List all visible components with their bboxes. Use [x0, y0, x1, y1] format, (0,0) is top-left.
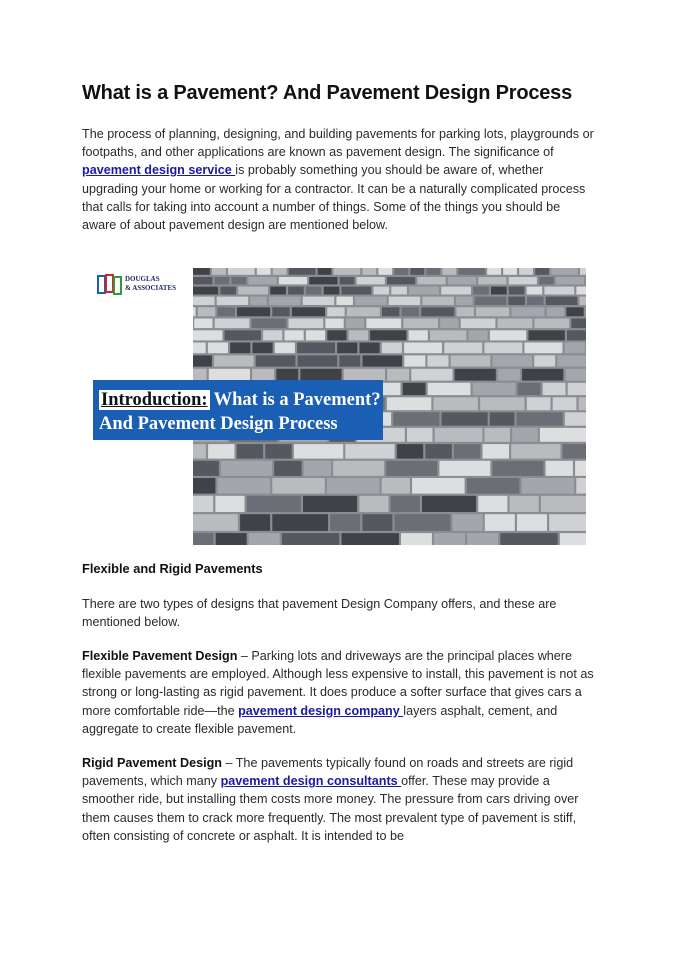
paver-stone [387, 369, 409, 381]
paver-stone [518, 383, 541, 395]
paver-stone [549, 514, 586, 531]
paver-stone [298, 355, 338, 366]
paver-stone [349, 330, 368, 340]
paver-stone [560, 533, 586, 545]
logo-text-line1: DOUGLAS [125, 275, 160, 283]
paver-stone [534, 355, 555, 366]
paver-stone [193, 478, 215, 494]
paver-stone [387, 397, 431, 410]
paver-stone [395, 514, 451, 531]
paver-stone [580, 268, 586, 275]
paver-stone [417, 277, 445, 284]
paver-stone [428, 355, 449, 366]
paver-stone [565, 343, 585, 354]
paver-stone [209, 369, 250, 381]
paver-stone [451, 355, 491, 366]
paver-stone [500, 533, 557, 545]
pavement-design-service-link[interactable]: pavement design service [82, 163, 236, 178]
paver-stone [237, 307, 270, 316]
paver-stone [484, 343, 522, 354]
paver-stone [469, 330, 488, 340]
flexible-text-before: – Parking lots and driveways are the principal places where flexible pavements are employed. Although less expensive to install, this pavement is not as strong or long-lasting as rigid pavement. It does produce a softer surface that gives cars a more comfortable ride—the [82, 649, 594, 718]
paver-stone [342, 533, 399, 545]
paver-stone [387, 277, 415, 284]
paver-stone [216, 533, 247, 545]
paver-stone [333, 461, 384, 476]
section-heading: Flexible and Rigid Pavements [82, 561, 263, 576]
paver-stone [391, 496, 420, 512]
paver-stone [193, 444, 206, 459]
paver-stone [535, 268, 549, 275]
paver-stone [568, 383, 586, 395]
flexible-paragraph [82, 647, 594, 738]
rigid-text-after: offer. These may provide a smoother ride, but installing them costs more money. The pressure from cars driving over them causes them to crack more frequently. The most prevalent type of pavement is stiff, often consisting of concrete or asphalt. It is intended to be [82, 774, 579, 843]
paver-stone [263, 330, 282, 340]
banner-highlight: Introduction: [101, 390, 208, 410]
paver-stone [467, 478, 520, 494]
paver-stone [198, 307, 215, 316]
paver-stone [193, 307, 196, 316]
paver-stone [509, 277, 537, 284]
paver-stone [457, 307, 474, 316]
paver-stone [527, 297, 544, 305]
paver-stone [225, 330, 261, 340]
paver-stone [394, 268, 408, 275]
paver-stone [275, 343, 295, 354]
types-intro-paragraph: There are two types of designs that pavement Design Company offers, and these are mentioned below. [82, 597, 557, 630]
paver-stone [355, 297, 387, 305]
paver-stone [478, 277, 506, 284]
paver-stone [519, 268, 533, 275]
paver-stone [557, 355, 586, 366]
paver-stone [576, 287, 586, 295]
paver-stone [576, 478, 586, 494]
paver-stone [289, 319, 324, 329]
paver-stone [324, 287, 340, 295]
paver-stone [525, 343, 563, 354]
paver-stone [366, 319, 401, 329]
paver-stone [425, 444, 451, 459]
paver-stone [339, 355, 360, 366]
paver-stone [297, 343, 335, 354]
paver-stone [493, 461, 544, 476]
paver-stone [276, 369, 298, 381]
paver-stone [493, 355, 533, 366]
paver-stone [325, 319, 343, 329]
paver-stone [336, 297, 353, 305]
paver-stone [483, 444, 509, 459]
paver-stone [511, 307, 544, 316]
banner-line1 [99, 390, 381, 411]
paver-stone [193, 369, 207, 381]
paver-stone [426, 268, 440, 275]
paver-stone [378, 268, 392, 275]
paver-stone [448, 277, 476, 284]
paver-stone [248, 277, 276, 284]
intro-text-before: The process of planning, designing, and building pavements for parking lots, playgrounds or footpaths, and other applications are known as pavement design. The significance of [82, 127, 594, 160]
paver-stone [409, 330, 428, 340]
paver-stone [517, 412, 563, 425]
paver-stone [273, 268, 287, 275]
paver-stone [294, 444, 343, 459]
paver-stone [265, 444, 291, 459]
paver-stone [363, 355, 403, 366]
paver-stone [215, 496, 244, 512]
paver-stone [340, 277, 355, 284]
paver-stone [571, 319, 586, 329]
paver-stone [456, 297, 473, 305]
paver-stone [193, 514, 238, 531]
paver-stone [208, 444, 234, 459]
paver-stone [386, 461, 437, 476]
paver-stone [346, 319, 364, 329]
paver-stone [250, 297, 266, 305]
paver-stone [238, 287, 268, 295]
paver-stone [422, 297, 454, 305]
paver-stone [220, 287, 236, 295]
paver-stone [498, 319, 533, 329]
paver-stone [272, 307, 289, 316]
paver-stone [252, 369, 274, 381]
paver-stone [327, 330, 346, 340]
paver-stone [485, 514, 515, 531]
paver-stone [435, 428, 483, 442]
intro-text-after: is probably something you should be aware of, whether upgrading your home or working for a contractor. It can be a naturally complicated process that calls for taking into account a number of things. Some of the things you should be aware of about pavement design are mentioned below. [82, 163, 586, 233]
paver-stone [461, 319, 496, 329]
paver-stone [272, 514, 328, 531]
paver-stone [362, 514, 392, 531]
paver-stone [434, 397, 478, 410]
paver-stone [508, 297, 525, 305]
paver-stone [193, 461, 219, 476]
rigid-text-before: – The pavements typically found on roads and streets are rigid pavements, which many [82, 756, 574, 789]
paver-stone [434, 533, 465, 545]
paver-stone [475, 297, 507, 305]
paver-stone [215, 319, 250, 329]
paver-stone [252, 319, 287, 329]
paver-stone [579, 397, 586, 410]
paver-stone [522, 369, 563, 381]
paver-stone [543, 383, 566, 395]
paver-stone [430, 330, 466, 340]
pavement-design-company-link[interactable]: pavement design company [238, 703, 404, 718]
paver-stone [300, 369, 341, 381]
paver-stone [304, 461, 331, 476]
paver-stone [347, 307, 380, 316]
paver-stone [551, 268, 578, 275]
paver-stone [370, 330, 406, 340]
paver-stone [193, 533, 214, 545]
rigid-paragraph [82, 754, 594, 845]
paver-stone [440, 319, 458, 329]
paver-stone [491, 287, 507, 295]
paver-stone [303, 496, 357, 512]
paver-stone [458, 268, 485, 275]
paver-stone [193, 355, 212, 366]
paver-stone [444, 343, 482, 354]
paver-stone [256, 355, 296, 366]
paver-stone [237, 444, 263, 459]
paver-stone [228, 268, 255, 275]
paver-stone [407, 428, 433, 442]
rigid-label: Rigid Pavement Design [82, 756, 222, 770]
paver-stone [221, 461, 272, 476]
paver-stone [547, 307, 564, 316]
pavement-design-consultants-link[interactable]: pavement design consultants [220, 774, 402, 789]
paver-stone [240, 514, 270, 531]
paver-stone [194, 319, 212, 329]
paver-stone [563, 444, 586, 459]
banner-line2: And Pavement Design Process [99, 414, 338, 434]
paver-stone [282, 533, 339, 545]
paver-stone [401, 533, 432, 545]
paver-stone [565, 412, 586, 425]
paver-stone [580, 297, 587, 305]
paver-stone [421, 307, 454, 316]
paver-stone [403, 383, 426, 395]
flexible-label: Flexible Pavement Design [82, 649, 238, 663]
paver-stone [553, 397, 577, 410]
paver-stone [509, 287, 525, 295]
paver-stone [270, 287, 286, 295]
paver-stone [360, 343, 380, 354]
paver-stone [230, 343, 250, 354]
hero-image [93, 268, 586, 545]
paver-stone [269, 297, 301, 305]
paver-stone [292, 307, 325, 316]
paver-stone [397, 444, 423, 459]
paver-stone [411, 369, 452, 381]
paver-stone [535, 319, 570, 329]
paver-stone [382, 478, 410, 494]
paver-stone [544, 287, 574, 295]
paver-stone [454, 444, 480, 459]
paver-stone [330, 514, 360, 531]
paver-stone [404, 343, 442, 354]
paver-stone [327, 478, 380, 494]
paver-stone [285, 330, 304, 340]
paver-stone [556, 277, 584, 284]
paver-stone [193, 343, 206, 354]
paver-stone [249, 533, 280, 545]
paver-stone [442, 268, 456, 275]
paver-stone [503, 268, 517, 275]
paver-stone [253, 343, 273, 354]
flexible-text-after: layers asphalt, cement, and aggregate to create flexible pavement. [82, 703, 558, 736]
paver-stone [487, 268, 501, 275]
paver-stone [232, 277, 247, 284]
paver-stone [212, 268, 226, 275]
paver-stone [539, 277, 554, 284]
paver-stone [374, 287, 390, 295]
paver-stone [345, 444, 394, 459]
paver-stone [279, 277, 307, 284]
paver-stone [318, 268, 332, 275]
paver-stone [566, 307, 583, 316]
paver-stone [529, 330, 565, 340]
paver-stone [428, 383, 471, 395]
paver-stone [567, 330, 586, 340]
paver-stone [522, 478, 575, 494]
paver-stone [490, 412, 515, 425]
paver-stone [272, 478, 325, 494]
paver-stone [193, 277, 212, 284]
paver-stone [274, 461, 301, 476]
paver-stone [422, 496, 476, 512]
paver-stone [362, 268, 376, 275]
paver-stone [309, 277, 337, 284]
paver-stone [455, 369, 496, 381]
paver-stone [439, 461, 490, 476]
paver-stone [306, 330, 325, 340]
paver-stone [288, 287, 304, 295]
paver-stone [527, 287, 543, 295]
logo-mark-icon [97, 274, 123, 296]
paver-stone [473, 287, 489, 295]
paver-stone [217, 307, 234, 316]
paver-stone [337, 343, 357, 354]
paver-stone [214, 355, 254, 366]
paver-stone [357, 277, 385, 284]
paver-stone [344, 369, 385, 381]
paver-stone [478, 496, 507, 512]
page-title: What is a Pavement? And Pavement Design Process [82, 82, 573, 104]
paver-stone [306, 287, 322, 295]
paver-stone [402, 307, 419, 316]
paver-stone [517, 514, 547, 531]
logo-text-line2: & ASSOCIATES [125, 283, 177, 292]
paver-stone [289, 268, 316, 275]
paver-stone [193, 330, 222, 340]
banner-line1-rest: What is a Pavement? [213, 390, 381, 410]
paver-stone [334, 268, 361, 275]
paver-stone [247, 496, 301, 512]
paver-stone [511, 444, 560, 459]
intro-paragraph [82, 125, 594, 234]
paver-stone [393, 412, 439, 425]
paver-stone [409, 287, 439, 295]
paver-stone [541, 496, 586, 512]
paver-stone [193, 268, 210, 275]
paver-stone [403, 319, 438, 329]
paver-stone [382, 343, 402, 354]
paver-stone [215, 277, 230, 284]
paver-stone [473, 383, 516, 395]
paver-stone [193, 496, 213, 512]
paver-stone [208, 343, 228, 354]
paver-stone [490, 330, 526, 340]
paver-stone [442, 412, 488, 425]
paver-stone [217, 297, 249, 305]
paver-stone [546, 461, 573, 476]
paver-stone [257, 268, 271, 275]
paver-stone [342, 287, 372, 295]
paver-stone [527, 397, 551, 410]
paver-stone [480, 397, 524, 410]
paver-stone [540, 428, 586, 442]
paver-stone [193, 287, 218, 295]
paver-stone [512, 428, 538, 442]
paver-stone [327, 307, 344, 316]
paver-stone [303, 297, 335, 305]
paver-stone [441, 287, 471, 295]
paver-stone [476, 307, 509, 316]
title-banner [93, 380, 383, 440]
paver-stone [389, 297, 421, 305]
paver-stone [546, 297, 578, 305]
paver-stone [382, 307, 399, 316]
paver-stone [566, 369, 587, 381]
paver-stone [510, 496, 539, 512]
paver-stone [575, 461, 586, 476]
paver-stone [498, 369, 520, 381]
paver-stone [453, 514, 483, 531]
paver-stone [359, 496, 388, 512]
paver-stone [467, 533, 498, 545]
paver-stone [404, 355, 425, 366]
paver-stone [412, 478, 465, 494]
logo-text [125, 275, 176, 292]
paver-stone [193, 297, 215, 305]
paver-stone [391, 287, 407, 295]
paver-stone [485, 428, 511, 442]
paver-stone [410, 268, 424, 275]
paver-stone [218, 478, 271, 494]
